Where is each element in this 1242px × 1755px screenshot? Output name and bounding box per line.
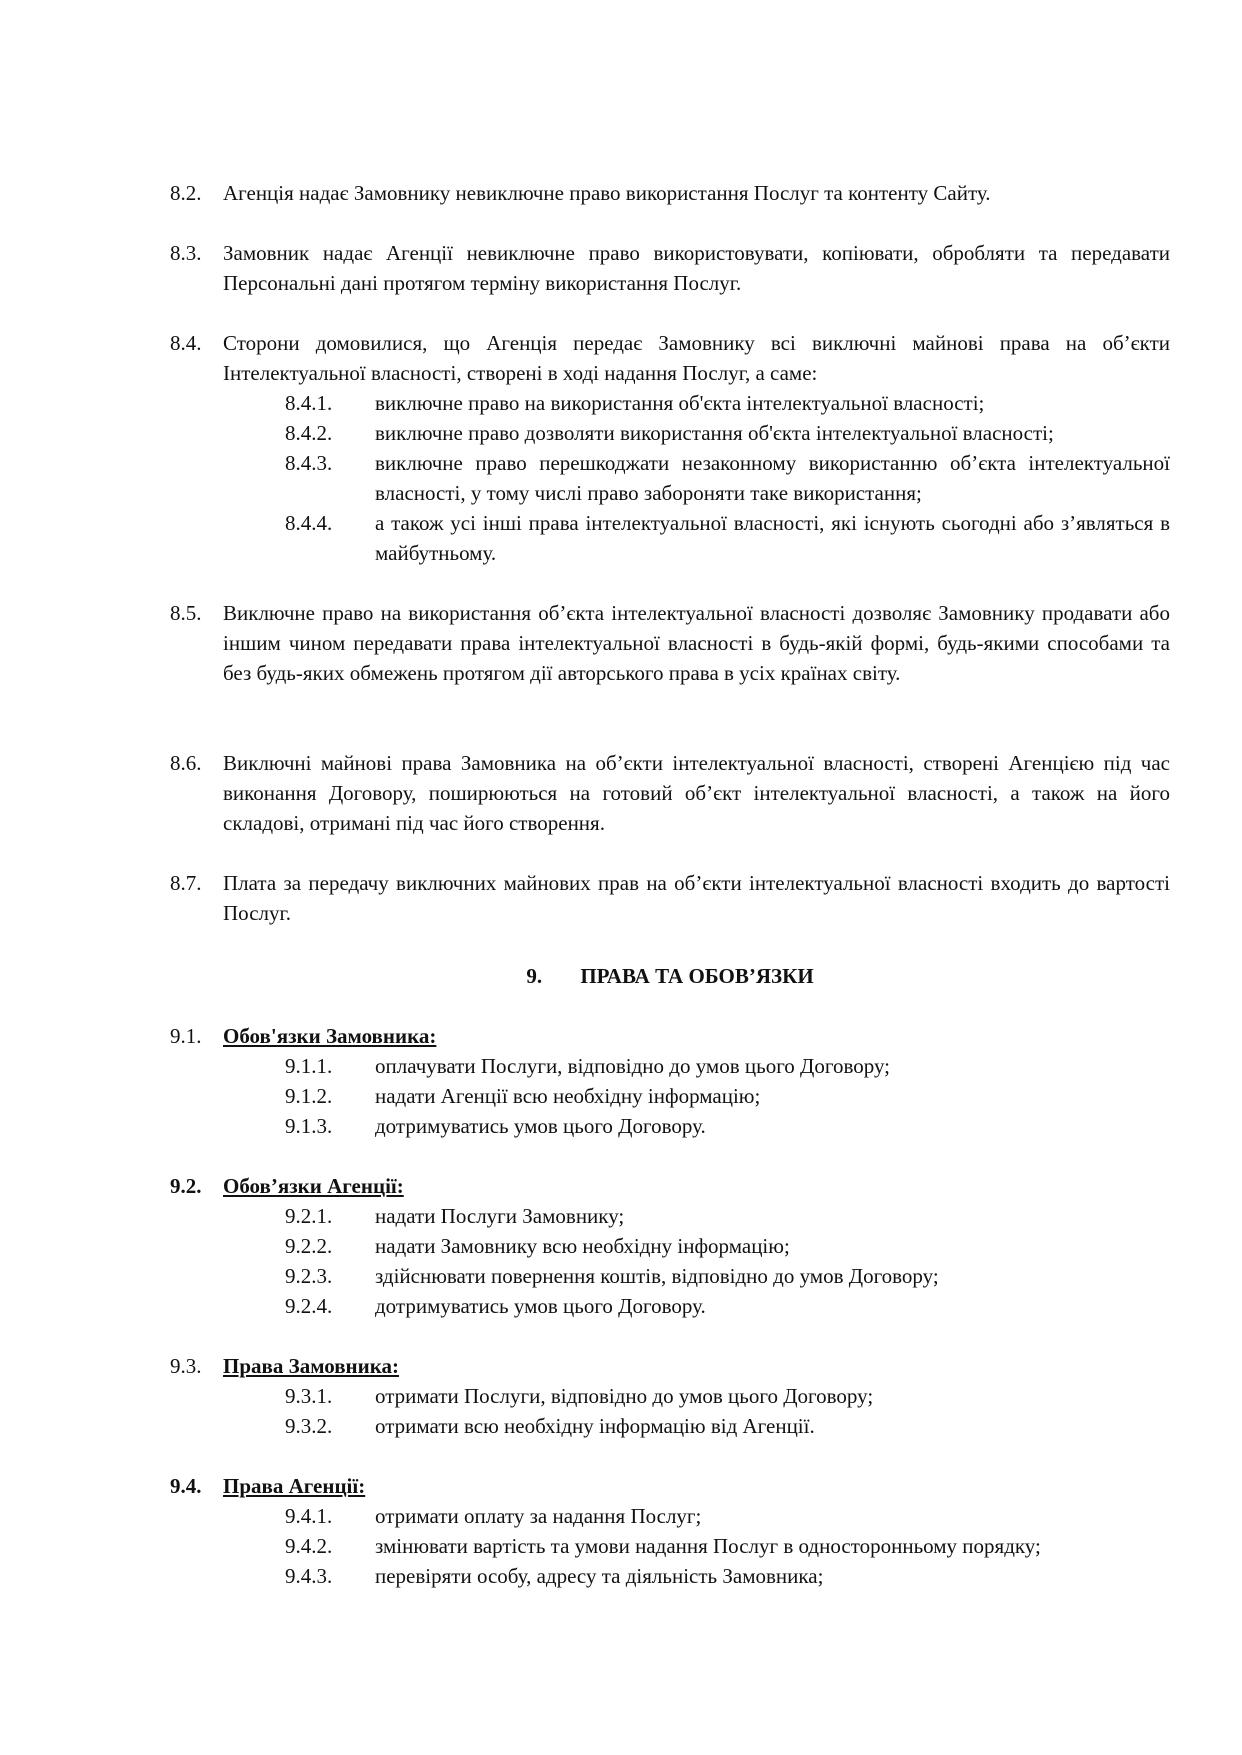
subclause-number: 9.2.3. bbox=[285, 1264, 333, 1288]
clause-text: Сторони домовилися, що Агенція передає Замовнику всі виключні майнові права на об’єкти Інтелектуальної власності, створені в ході надання Послуг, а саме: bbox=[223, 331, 1170, 385]
clause-title: Права Агенції: bbox=[223, 1474, 366, 1498]
subclause-text: надати Агенції всю необхідну інформацію; bbox=[375, 1084, 761, 1108]
clause-8-3 bbox=[170, 238, 1170, 298]
subclause-text: виключне право перешкоджати незаконному використанню об’єкта інтелектуальної власності, у тому числі право забороняти таке використання; bbox=[375, 451, 1170, 505]
section-number: 9. bbox=[526, 964, 543, 988]
subclause-number: 8.4.4. bbox=[285, 511, 333, 535]
clause-8-6 bbox=[170, 748, 1170, 838]
subclause-8-4-3 bbox=[170, 448, 1170, 508]
clause-title: Обов'язки Замовника: bbox=[223, 1024, 437, 1048]
clause-number: 8.3. bbox=[170, 241, 202, 265]
clause-8-5 bbox=[170, 598, 1170, 688]
subclause-9-3-2 bbox=[170, 1411, 1170, 1441]
subclause-9-2-4 bbox=[170, 1291, 1170, 1321]
clause-title: Обов’язки Агенції: bbox=[223, 1174, 404, 1198]
subclause-number: 9.4.3. bbox=[285, 1564, 333, 1588]
clause-number: 8.6. bbox=[170, 751, 202, 775]
clause-text: Плата за передачу виключних майнових прав на об’єкти інтелектуальної власності входить до вартості Послуг. bbox=[223, 871, 1170, 925]
subclause-9-3-1 bbox=[170, 1381, 1170, 1411]
clause-number: 8.4. bbox=[170, 331, 202, 355]
clause-text: Виключне право на використання об’єкта інтелектуальної власності дозволяє Замовнику продавати або іншим чином передавати права інтелектуальної власності в будь-якій формі, будь-якими способами та без будь-яких обмежень протягом дії авторського права в усіх країнах світу. bbox=[223, 601, 1170, 685]
subclause-number: 8.4.1. bbox=[285, 391, 333, 415]
clause-9-2 bbox=[170, 1171, 1170, 1321]
subclause-number: 9.2.2. bbox=[285, 1234, 333, 1258]
clause-text: Замовник надає Агенції невиключне право використовувати, копіювати, обробляти та передавати Персональні дані протягом терміну використання Послуг. bbox=[223, 241, 1170, 295]
subclause-text: виключне право дозволяти використання об'єкта інтелектуальної власності; bbox=[375, 421, 1054, 445]
clause-number: 9.3. bbox=[170, 1354, 202, 1378]
subclause-9-1-1 bbox=[170, 1051, 1170, 1081]
clause-number: 9.1. bbox=[170, 1024, 202, 1048]
subclause-number: 8.4.3. bbox=[285, 451, 333, 475]
subclause-text: змінювати вартість та умови надання Послуг в односторонньому порядку; bbox=[375, 1534, 1041, 1558]
clause-text: Виключні майнові права Замовника на об’єкти інтелектуальної власності, створені Агенцією під час виконання Договору, поширюються на готовий об’єкт інтелектуальної власності, а також на його складові, отримані під час його створення. bbox=[223, 751, 1170, 835]
clause-number: 8.5. bbox=[170, 601, 202, 625]
clause-9-3 bbox=[170, 1351, 1170, 1441]
subclause-text: оплачувати Послуги, відповідно до умов цього Договору; bbox=[375, 1054, 891, 1078]
subclause-9-4-2 bbox=[170, 1531, 1170, 1561]
subclause-9-1-3 bbox=[170, 1111, 1170, 1141]
subclause-9-1-2 bbox=[170, 1081, 1170, 1111]
subclause-9-4-3 bbox=[170, 1561, 1170, 1591]
subclause-8-4-1 bbox=[170, 388, 1170, 418]
section-title: ПРАВА ТА ОБОВ’ЯЗКИ bbox=[580, 964, 814, 988]
subclause-number: 9.4.2. bbox=[285, 1534, 333, 1558]
subclause-text: виключне право на використання об'єкта інтелектуальної власності; bbox=[375, 391, 985, 415]
subclause-text: надати Послуги Замовнику; bbox=[375, 1204, 625, 1228]
clause-number: 9.4. bbox=[170, 1474, 202, 1498]
subclause-text: отримати Послуги, відповідно до умов цього Договору; bbox=[375, 1384, 874, 1408]
subclause-text: а також усі інші права інтелектуальної власності, які існують сьогодні або з’являться в майбутньому. bbox=[375, 511, 1170, 565]
subclause-number: 9.3.2. bbox=[285, 1414, 333, 1438]
subclause-number: 9.4.1. bbox=[285, 1504, 333, 1528]
subclause-9-2-2 bbox=[170, 1231, 1170, 1261]
subclause-number: 9.2.1. bbox=[285, 1204, 333, 1228]
subclause-text: дотримуватись умов цього Договору. bbox=[375, 1114, 706, 1138]
subclause-8-4-2 bbox=[170, 418, 1170, 448]
clause-text: Агенція надає Замовнику невиключне право використання Послуг та контенту Сайту. bbox=[223, 181, 991, 205]
subclause-text: надати Замовнику всю необхідну інформацію; bbox=[375, 1234, 790, 1258]
clause-8-7 bbox=[170, 868, 1170, 928]
clause-number: 9.2. bbox=[170, 1174, 202, 1198]
subclause-number: 9.2.4. bbox=[285, 1294, 333, 1318]
subclause-number: 9.3.1. bbox=[285, 1384, 333, 1408]
subclause-number: 9.1.1. bbox=[285, 1054, 333, 1078]
subclause-9-2-1 bbox=[170, 1201, 1170, 1231]
clause-9-4 bbox=[170, 1471, 1170, 1591]
clause-title: Права Замовника: bbox=[223, 1354, 400, 1378]
subclause-text: дотримуватись умов цього Договору. bbox=[375, 1294, 706, 1318]
subclause-8-4-4 bbox=[170, 508, 1170, 568]
subclause-9-2-3 bbox=[170, 1261, 1170, 1291]
subclause-text: здійснювати повернення коштів, відповідно до умов Договору; bbox=[375, 1264, 939, 1288]
clause-8-2 bbox=[170, 178, 1170, 208]
clause-8-4 bbox=[170, 328, 1170, 568]
section-heading-9 bbox=[170, 961, 1170, 991]
subclause-number: 9.1.3. bbox=[285, 1114, 333, 1138]
subclause-text: отримати оплату за надання Послуг; bbox=[375, 1504, 702, 1528]
clause-number: 8.2. bbox=[170, 181, 202, 205]
clause-number: 8.7. bbox=[170, 871, 202, 895]
clause-9-1 bbox=[170, 1021, 1170, 1141]
subclause-text: отримати всю необхідну інформацію від Агенції. bbox=[375, 1414, 815, 1438]
subclause-text: перевіряти особу, адресу та діяльність Замовника; bbox=[375, 1564, 824, 1588]
subclause-number: 9.1.2. bbox=[285, 1084, 333, 1108]
subclause-number: 8.4.2. bbox=[285, 421, 333, 445]
subclause-9-4-1 bbox=[170, 1501, 1170, 1531]
